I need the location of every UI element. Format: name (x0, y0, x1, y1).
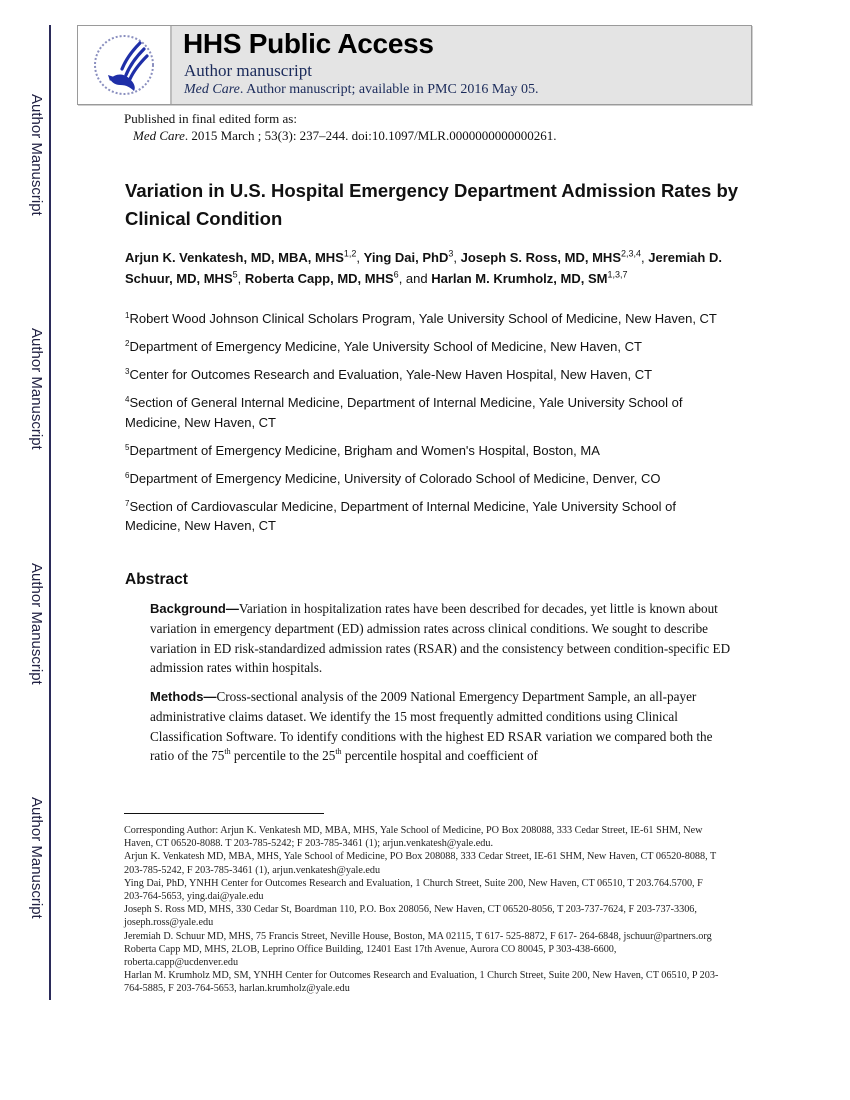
affiliation: $^4$Section of General Internal Medicine, Department of Internal Medicine, Yale University School of Medicine, New Haven, CT (125, 395, 683, 430)
footnote-corresponding-author: Corresponding Author: Arjun K. Venkatesh MD, MBA, MHS, Yale School of Medicine, PO Box 208088, 333 Cedar Street, IE-61 SHM, New Haven, CT 06520-8088. T 203-785-5242; F 203-785-3461 (1); arjun.venkatesh@yale.edu. (124, 825, 703, 850)
author-name: Roberta Capp, MD, MHS (244, 271, 394, 286)
article-title: Variation in U.S. Hospital Emergency Department Admission Rates by Clinical Condition (125, 180, 739, 229)
affiliation: $^2$Department of Emergency Medicine, Yale University School of Medicine, New Haven, CT (125, 339, 642, 354)
margin-rule (49, 25, 51, 1000)
citation (124, 127, 556, 144)
affiliation: $^1$Robert Wood Johnson Clinical Scholars Program, Yale University School of Medicine, New Haven, CT (125, 311, 717, 326)
footnote-author-contact: Ying Dai, PhD, YNHH Center for Outcomes Research and Evaluation, 1 Church Street, Suite 200, New Haven, CT 06510, T 203.764.5700, F 203-764-5653, ying.dai@yale.edu (124, 877, 703, 903)
availability-line (184, 82, 539, 98)
author-list: Arjun K. Venkatesh, MD, MBA, MHS$^{1,2}$, Ying Dai, PhD$^3$, Joseph S. Ross, MD, MHS$^{2,3,4}$, Jeremiah D. Schuur, MD, MHS$^5$, Roberta Capp, MD, MHS$^6$, and Harlan M. Krumholz, MD, SM$^{1,3,7}$ (125, 248, 722, 286)
footnote-author-contact: Harlan M. Krumholz MD, SM, YNHH Center for Outcomes Research and Evaluation, 1 Church Street, Suite 200, New Haven, CT 06510, P 203-764-5885, F 203-764-5653, harlan.krumholz@yale.edu (124, 970, 719, 995)
side-label-author-manuscript: Author Manuscript (28, 328, 45, 450)
abstract-background (150, 599, 735, 678)
footnotes (124, 824, 724, 996)
side-label-author-manuscript: Author Manuscript (28, 797, 45, 919)
author-name: Joseph S. Ross, MD, MHS (460, 250, 621, 265)
author-name: Harlan M. Krumholz, MD, SM (431, 271, 608, 286)
manuscript-type: Author manuscript (184, 61, 312, 80)
author-affil-sup: 1,2 (343, 248, 357, 259)
side-label-author-manuscript: Author Manuscript (28, 94, 45, 216)
journal-name: Med Care (184, 82, 240, 97)
author-name: Arjun K. Venkatesh, MD, MBA, MHS (125, 250, 344, 265)
affiliation: $^7$Section of Cardiovascular Medicine, Department of Internal Medicine, Yale University School of Medicine, New Haven, CT (125, 498, 676, 533)
affiliation: $^5$Department of Emergency Medicine, Brigham and Women's Hospital, Boston, MA (125, 442, 600, 458)
footnote-author-contact: Roberta Capp MD, MHS, 2LOB, Leprino Office Building, 12401 East 17th Avenue, Aurora CO 80045, P 303-438-6600, roberta.capp@ucdenver.edu (124, 943, 617, 969)
hhs-eagle-logo-icon (78, 26, 172, 104)
hhs-title: HHS Public Access (183, 28, 434, 59)
author-affil-sup: 2,3,4 (621, 248, 642, 259)
affiliation: $^6$Department of Emergency Medicine, University of Colorado School of Medicine, Denver, CO (125, 470, 661, 486)
author-affil-sup: 5 (232, 269, 238, 280)
footnote-divider (124, 813, 324, 814)
hhs-header-banner (77, 25, 752, 105)
footnote-author-contact: Jeremiah D. Schuur MD, MHS, 75 Francis Street, Neville House, Boston, MA 02115, T 617- 525-8872, F 617- 264-6848, jschuur@partners.org (124, 930, 712, 942)
published-label: Published in final edited form as: (124, 111, 297, 126)
author-name: Jeremiah D. Schuur, MD, MHS (125, 250, 722, 286)
footnote-author-contact: Joseph S. Ross MD, MHS, 330 Cedar St, Boardman 110, P.O. Box 208056, New Haven, CT 06520-8056, T 203-737-7624, F 203-737-3306, joseph.ross@yale.edu (124, 904, 697, 929)
author-affil-sup: 1,3,7 (607, 269, 628, 280)
background-text: Variation in hospitalization rates have been described for decades, yet little is known about variation in emergency department (ED) admission rates across clinical conditions. We sought to describe variation in ED risk-standardized admission rates (RSAR) and the consistency between condition-specific ED admission rates within hospitals. (150, 601, 731, 676)
methods-label: Methods— (150, 689, 217, 704)
citation-journal: Med Care (133, 128, 185, 143)
availability-text: . Author manuscript; available in PMC 2016 May 05. (239, 82, 539, 97)
citation-details: . 2015 March ; 53(3): 237–244. doi:10.1097/MLR.0000000000000261. (184, 128, 557, 143)
affiliation-list (125, 309, 735, 544)
abstract-methods: Methods—Cross-sectional analysis of the 2009 National Emergency Department Sample, an all-payer administrative claims dataset. We identify the 15 most frequently admitted conditions using Clinical Classification Software. To identify conditions with the highest ED RSAR variation we compared both the ratio of the 75th percentile to the 25th percentile hospital and coefficient of (150, 689, 713, 764)
affiliation: $^3$Center for Outcomes Research and Evaluation, Yale-New Haven Hospital, New Haven, CT (125, 367, 653, 382)
author-name: Ying Dai, PhD (363, 250, 449, 265)
abstract-heading: Abstract (125, 571, 188, 588)
author-affil-sup: 3 (448, 248, 454, 259)
side-label-author-manuscript: Author Manuscript (28, 563, 45, 685)
publication-info (124, 110, 556, 144)
author-affil-sup: 6 (393, 269, 399, 280)
background-label: Background— (150, 601, 239, 616)
footnote-author-contact: Arjun K. Venkatesh MD, MBA, MHS, Yale School of Medicine, PO Box 208088, 333 Cedar Street, IE-61 SHM, New Haven, CT 06520-8088, T 203-785-5242, F 203-785-3461 (1), arjun.venkatesh@yale.edu (124, 851, 717, 876)
